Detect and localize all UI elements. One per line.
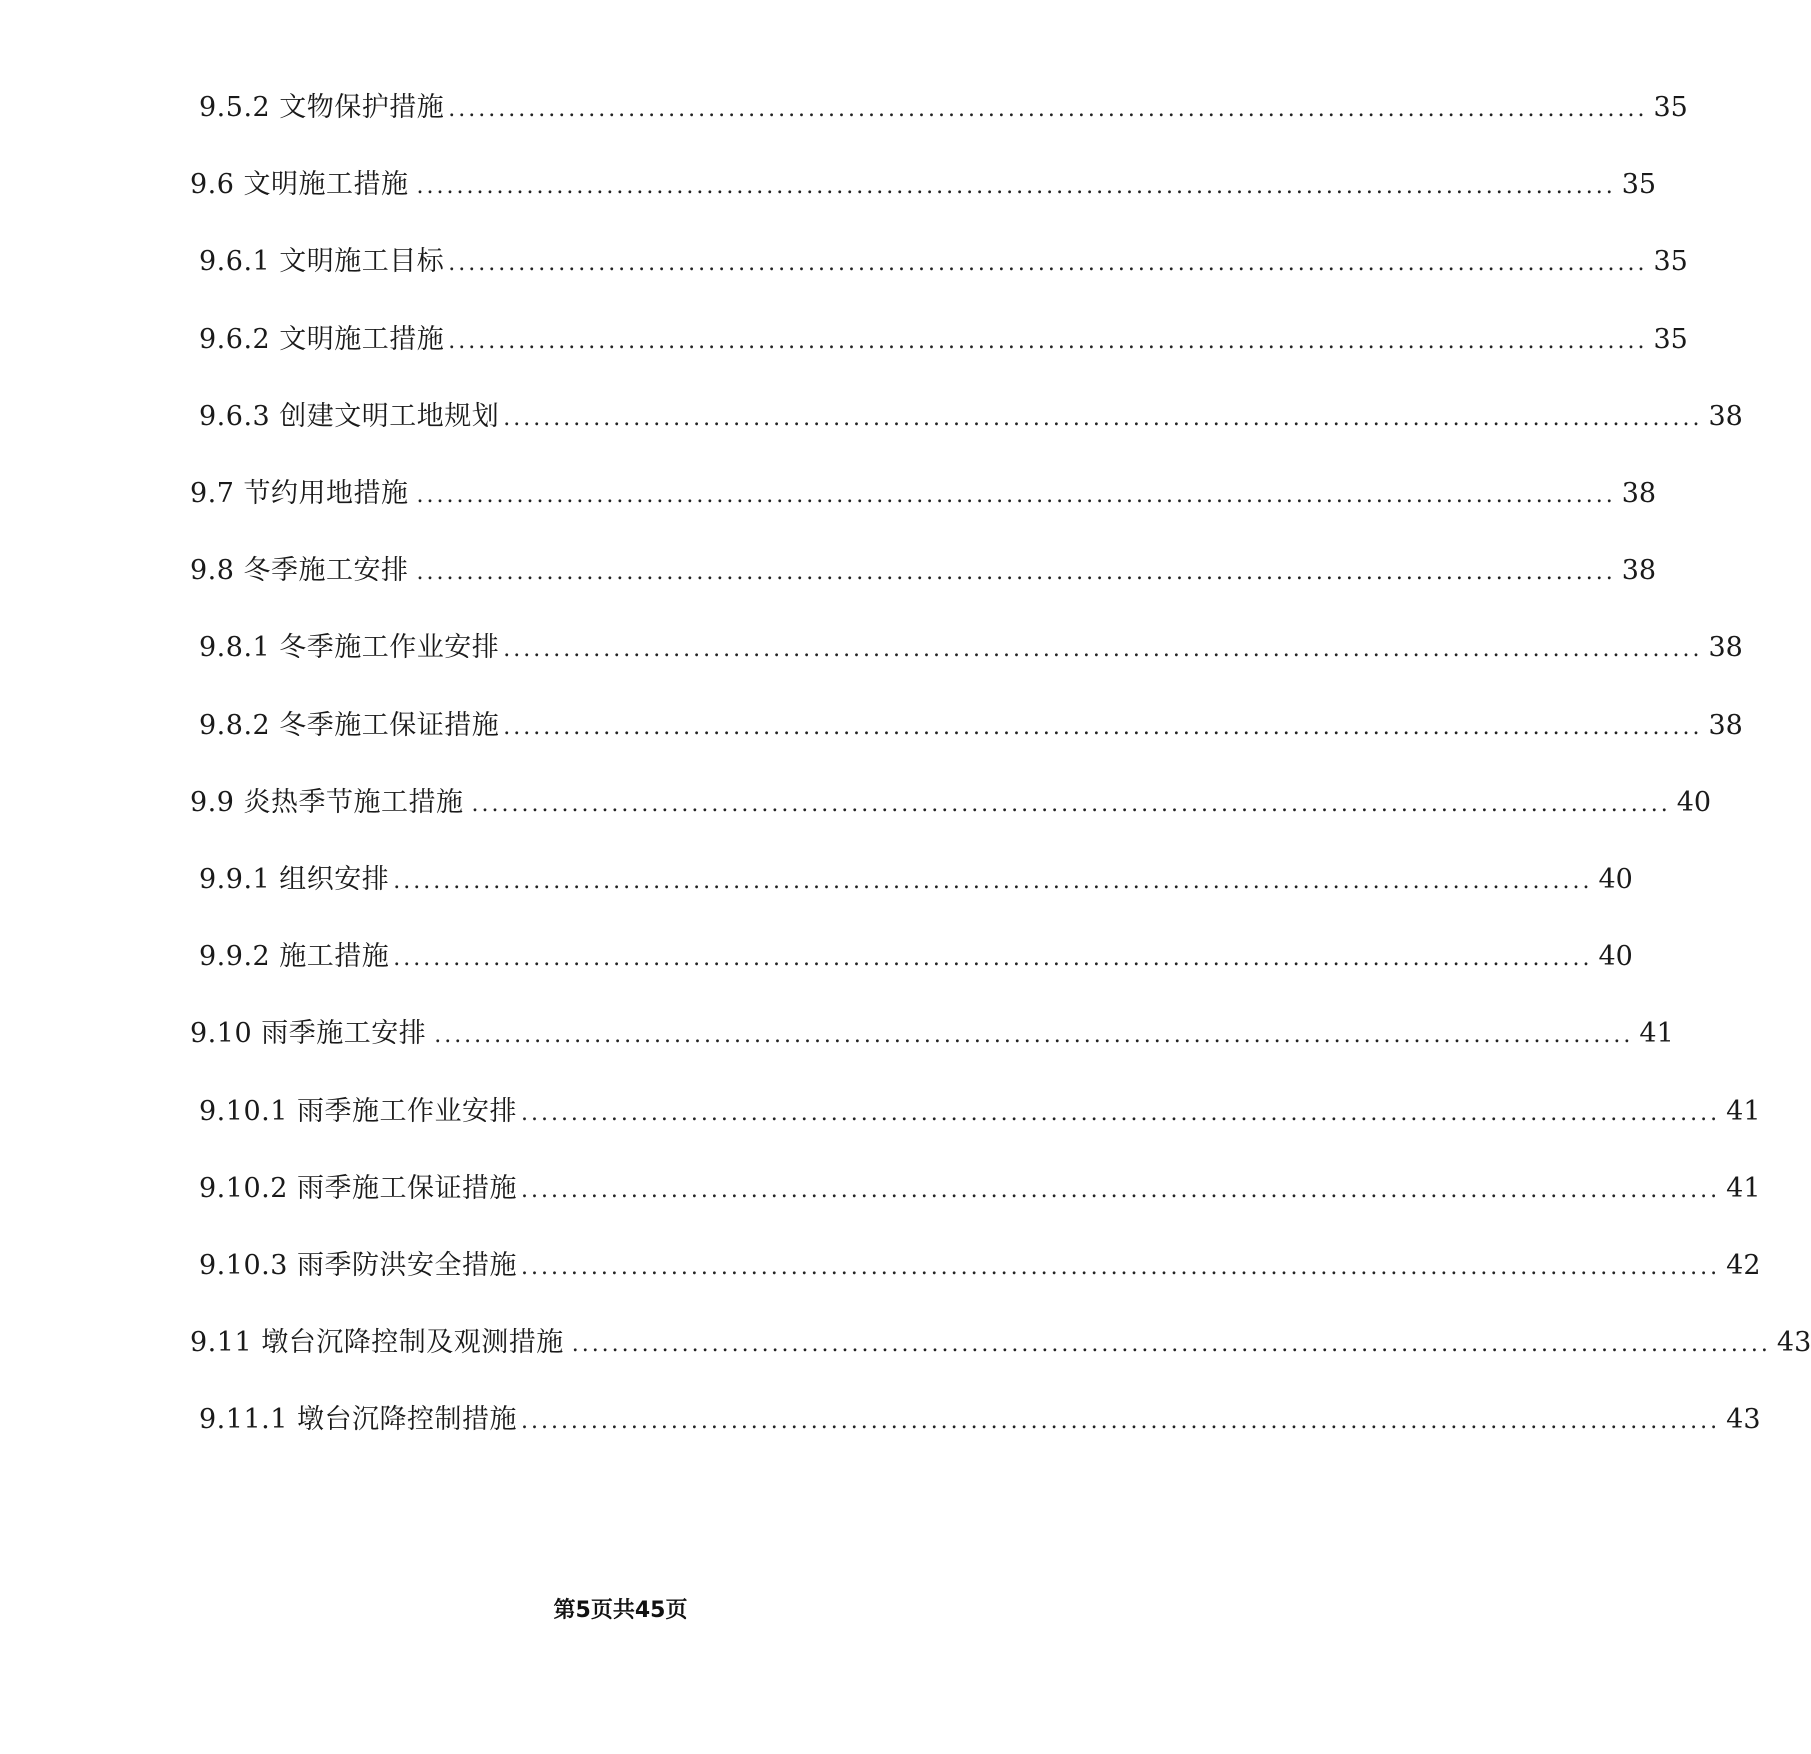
toc-entry-title: 9.11.1 墩台沉降控制措施 bbox=[199, 1404, 517, 1436]
toc-entry[interactable] bbox=[190, 165, 1657, 205]
toc-entry-title: 9.9.1 组织安排 bbox=[199, 864, 390, 895]
toc-dot-leader: ........................................................................................................................ bbox=[571, 1332, 1771, 1358]
toc-entry-title: 9.6.2 文明施工措施 bbox=[199, 323, 445, 355]
toc-entry-title: 9.11 墩台沉降控制及观测措施 bbox=[190, 1327, 564, 1359]
page-number-indicator: 第5页共45页 bbox=[553, 1598, 688, 1623]
toc-dot-leader: ........................................................................................................................ bbox=[503, 405, 1703, 431]
toc-entry-title: 9.10.2 雨季施工保证措施 bbox=[199, 1172, 517, 1204]
toc-entry-page-number: 38 bbox=[1708, 632, 1743, 664]
toc-entry-page-number: 40 bbox=[1598, 864, 1633, 895]
toc-entry-page-number: 40 bbox=[1676, 786, 1712, 818]
toc-entry[interactable] bbox=[199, 1169, 1761, 1209]
toc-entry-page-number: 38 bbox=[1708, 709, 1743, 741]
toc-entry-page-number: 35 bbox=[1653, 246, 1688, 278]
toc-dot-leader: ........................................................................................................................ bbox=[520, 1255, 1721, 1280]
toc-dot-leader: ........................................................................................................................ bbox=[416, 560, 1616, 586]
toc-entry[interactable] bbox=[190, 551, 1657, 591]
toc-entry-page-number: 38 bbox=[1621, 555, 1657, 587]
toc-entry-title: 9.8.2 冬季施工保证措施 bbox=[199, 709, 500, 741]
toc-dot-leader: ........................................................................................................................ bbox=[471, 791, 1671, 817]
toc-entry-page-number: 42 bbox=[1726, 1250, 1761, 1281]
toc-entry[interactable] bbox=[199, 1246, 1761, 1286]
toc-entry-page-number: 41 bbox=[1639, 1018, 1674, 1050]
toc-entry-page-number: 41 bbox=[1726, 1172, 1761, 1204]
toc-entry[interactable] bbox=[190, 474, 1657, 514]
toc-entry[interactable] bbox=[190, 1014, 1674, 1054]
toc-entry-page-number: 38 bbox=[1621, 478, 1657, 509]
toc-entry[interactable] bbox=[199, 860, 1633, 900]
toc-dot-leader: ........................................................................................................................ bbox=[503, 714, 1703, 740]
toc-entry-title: 9.9.2 施工措施 bbox=[199, 941, 390, 973]
toc-dot-leader: ........................................................................................................................ bbox=[520, 1177, 1721, 1203]
toc-dot-leader: ........................................................................................................................ bbox=[393, 869, 1593, 894]
toc-entry-title: 9.6.1 文明施工目标 bbox=[199, 246, 445, 278]
toc-entry[interactable] bbox=[199, 88, 1688, 128]
toc-entry-title: 9.9 炎热季节施工措施 bbox=[190, 786, 464, 818]
toc-entry[interactable] bbox=[199, 320, 1688, 360]
toc-entry[interactable] bbox=[199, 1092, 1761, 1132]
toc-entry[interactable] bbox=[199, 937, 1633, 977]
toc-dot-leader: ........................................................................................................................ bbox=[520, 1409, 1721, 1435]
toc-entry-page-number: 35 bbox=[1653, 92, 1688, 123]
toc-entry[interactable] bbox=[199, 1400, 1761, 1440]
toc-entry-title: 9.6 文明施工措施 bbox=[190, 169, 409, 201]
toc-entry-title: 9.8 冬季施工安排 bbox=[190, 555, 409, 587]
toc-dot-leader: ........................................................................................................................ bbox=[448, 328, 1648, 354]
toc-entry-title: 9.6.3 创建文明工地规划 bbox=[199, 400, 500, 432]
toc-entry-page-number: 35 bbox=[1653, 323, 1688, 355]
toc-entry-page-number: 40 bbox=[1598, 941, 1633, 973]
toc-entry-title: 9.10.1 雨季施工作业安排 bbox=[199, 1095, 517, 1127]
toc-dot-leader: ........................................................................................................................ bbox=[448, 97, 1648, 122]
toc-entry-title: 9.10 雨季施工安排 bbox=[190, 1018, 427, 1050]
toc-entry[interactable] bbox=[199, 706, 1743, 746]
toc-dot-leader: ........................................................................................................................ bbox=[416, 483, 1616, 508]
toc-entry[interactable] bbox=[199, 628, 1743, 668]
toc-dot-leader: ........................................................................................................................ bbox=[434, 1023, 1634, 1049]
toc-entry[interactable] bbox=[199, 397, 1743, 437]
toc-dot-leader: ........................................................................................................................ bbox=[416, 174, 1616, 200]
toc-entry-page-number: 43 bbox=[1726, 1404, 1761, 1436]
toc-dot-leader: ........................................................................................................................ bbox=[393, 946, 1593, 972]
toc-entry[interactable] bbox=[190, 783, 1712, 823]
toc-dot-leader: ........................................................................................................................ bbox=[448, 251, 1648, 277]
toc-entry-title: 9.5.2 文物保护措施 bbox=[199, 92, 445, 123]
toc-entry-title: 9.10.3 雨季防洪安全措施 bbox=[199, 1250, 517, 1281]
toc-dot-leader: ........................................................................................................................ bbox=[503, 637, 1703, 663]
toc-entry-page-number: 35 bbox=[1621, 169, 1657, 201]
toc-entry-title: 9.7 节约用地措施 bbox=[190, 478, 409, 509]
toc-entry-title: 9.8.1 冬季施工作业安排 bbox=[199, 632, 500, 664]
toc-entry-page-number: 43 bbox=[1776, 1327, 1811, 1359]
toc-dot-leader: ........................................................................................................................ bbox=[520, 1100, 1721, 1126]
toc-entry[interactable] bbox=[199, 242, 1688, 282]
toc-entry[interactable] bbox=[190, 1323, 1811, 1363]
page-footer bbox=[0, 1593, 1241, 1624]
toc-entry-page-number: 38 bbox=[1708, 400, 1743, 432]
toc-entry-page-number: 41 bbox=[1726, 1095, 1761, 1127]
